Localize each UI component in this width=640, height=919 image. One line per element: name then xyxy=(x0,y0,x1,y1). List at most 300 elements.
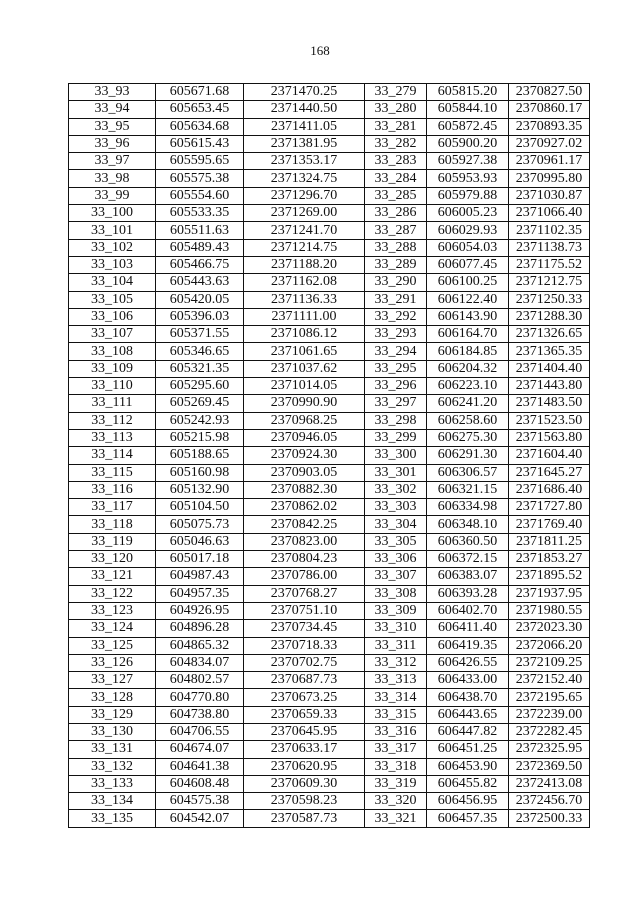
point-id-right-cell: 33_282 xyxy=(365,135,427,152)
point-id-left-cell: 33_99 xyxy=(69,187,156,204)
x-coord-left-cell: 604674.07 xyxy=(156,741,244,758)
y-coord-right-cell: 2371853.27 xyxy=(509,551,590,568)
point-id-right-cell: 33_298 xyxy=(365,412,427,429)
page-number: 168 xyxy=(310,43,330,58)
y-coord-left-cell: 2371061.65 xyxy=(244,343,365,360)
table-row xyxy=(69,308,590,325)
point-id-left-cell: 33_118 xyxy=(69,516,156,533)
y-coord-left-cell: 2370587.73 xyxy=(244,810,365,827)
y-coord-right-cell: 2371288.30 xyxy=(509,308,590,325)
point-id-right-cell: 33_301 xyxy=(365,464,427,481)
x-coord-right-cell: 606184.85 xyxy=(427,343,509,360)
x-coord-left-cell: 605653.45 xyxy=(156,101,244,118)
x-coord-right-cell: 606029.93 xyxy=(427,222,509,239)
x-coord-left-cell: 605104.50 xyxy=(156,499,244,516)
point-id-right-cell: 33_297 xyxy=(365,395,427,412)
y-coord-right-cell: 2372325.95 xyxy=(509,741,590,758)
point-id-right-cell: 33_302 xyxy=(365,481,427,498)
point-id-left-cell: 33_120 xyxy=(69,551,156,568)
x-coord-left-cell: 605242.93 xyxy=(156,412,244,429)
x-coord-right-cell: 606372.15 xyxy=(427,551,509,568)
x-coord-right-cell: 606348.10 xyxy=(427,516,509,533)
x-coord-right-cell: 606005.23 xyxy=(427,205,509,222)
table-row xyxy=(69,447,590,464)
point-id-right-cell: 33_286 xyxy=(365,205,427,222)
x-coord-right-cell: 606223.10 xyxy=(427,378,509,395)
x-coord-left-cell: 604706.55 xyxy=(156,723,244,740)
y-coord-right-cell: 2371212.75 xyxy=(509,274,590,291)
point-id-right-cell: 33_320 xyxy=(365,793,427,810)
point-id-right-cell: 33_281 xyxy=(365,118,427,135)
table-row xyxy=(69,101,590,118)
point-id-right-cell: 33_321 xyxy=(365,810,427,827)
y-coord-left-cell: 2371241.70 xyxy=(244,222,365,239)
table-row xyxy=(69,84,590,101)
y-coord-left-cell: 2370687.73 xyxy=(244,672,365,689)
point-id-right-cell: 33_304 xyxy=(365,516,427,533)
point-id-right-cell: 33_314 xyxy=(365,689,427,706)
point-id-right-cell: 33_315 xyxy=(365,706,427,723)
table-row xyxy=(69,326,590,343)
point-id-right-cell: 33_293 xyxy=(365,326,427,343)
point-id-left-cell: 33_109 xyxy=(69,360,156,377)
x-coord-left-cell: 605371.55 xyxy=(156,326,244,343)
y-coord-left-cell: 2371411.05 xyxy=(244,118,365,135)
y-coord-left-cell: 2370903.05 xyxy=(244,464,365,481)
point-id-right-cell: 33_308 xyxy=(365,585,427,602)
y-coord-left-cell: 2371037.62 xyxy=(244,360,365,377)
x-coord-left-cell: 604802.57 xyxy=(156,672,244,689)
y-coord-left-cell: 2370645.95 xyxy=(244,723,365,740)
x-coord-right-cell: 606451.25 xyxy=(427,741,509,758)
y-coord-right-cell: 2371404.40 xyxy=(509,360,590,377)
y-coord-right-cell: 2371645.27 xyxy=(509,464,590,481)
point-id-left-cell: 33_125 xyxy=(69,637,156,654)
point-id-left-cell: 33_112 xyxy=(69,412,156,429)
x-coord-right-cell: 605953.93 xyxy=(427,170,509,187)
table-row xyxy=(69,723,590,740)
table-row xyxy=(69,533,590,550)
x-coord-right-cell: 606122.40 xyxy=(427,291,509,308)
point-id-right-cell: 33_284 xyxy=(365,170,427,187)
table-row xyxy=(69,810,590,827)
y-coord-left-cell: 2371111.00 xyxy=(244,308,365,325)
coordinates-table xyxy=(68,83,590,828)
y-coord-left-cell: 2370633.17 xyxy=(244,741,365,758)
y-coord-left-cell: 2370786.00 xyxy=(244,568,365,585)
x-coord-right-cell: 606443.65 xyxy=(427,706,509,723)
x-coord-right-cell: 606258.60 xyxy=(427,412,509,429)
point-id-left-cell: 33_124 xyxy=(69,620,156,637)
x-coord-left-cell: 605160.98 xyxy=(156,464,244,481)
y-coord-right-cell: 2370961.17 xyxy=(509,153,590,170)
x-coord-right-cell: 605815.20 xyxy=(427,84,509,101)
y-coord-right-cell: 2371175.52 xyxy=(509,256,590,273)
point-id-right-cell: 33_313 xyxy=(365,672,427,689)
x-coord-right-cell: 606426.55 xyxy=(427,654,509,671)
y-coord-right-cell: 2372500.33 xyxy=(509,810,590,827)
y-coord-left-cell: 2371324.75 xyxy=(244,170,365,187)
y-coord-right-cell: 2370927.02 xyxy=(509,135,590,152)
x-coord-right-cell: 606411.40 xyxy=(427,620,509,637)
y-coord-right-cell: 2372369.50 xyxy=(509,758,590,775)
y-coord-right-cell: 2372195.65 xyxy=(509,689,590,706)
table-row xyxy=(69,568,590,585)
table-row xyxy=(69,620,590,637)
y-coord-left-cell: 2370804.23 xyxy=(244,551,365,568)
point-id-left-cell: 33_104 xyxy=(69,274,156,291)
point-id-right-cell: 33_295 xyxy=(365,360,427,377)
point-id-right-cell: 33_285 xyxy=(365,187,427,204)
y-coord-left-cell: 2370924.30 xyxy=(244,447,365,464)
point-id-left-cell: 33_121 xyxy=(69,568,156,585)
y-coord-left-cell: 2371269.00 xyxy=(244,205,365,222)
x-coord-right-cell: 605927.38 xyxy=(427,153,509,170)
y-coord-right-cell: 2372109.25 xyxy=(509,654,590,671)
y-coord-right-cell: 2371365.35 xyxy=(509,343,590,360)
point-id-right-cell: 33_300 xyxy=(365,447,427,464)
y-coord-right-cell: 2371769.40 xyxy=(509,516,590,533)
point-id-left-cell: 33_110 xyxy=(69,378,156,395)
point-id-left-cell: 33_126 xyxy=(69,654,156,671)
point-id-left-cell: 33_97 xyxy=(69,153,156,170)
x-coord-left-cell: 605269.45 xyxy=(156,395,244,412)
point-id-right-cell: 33_312 xyxy=(365,654,427,671)
point-id-right-cell: 33_283 xyxy=(365,153,427,170)
table-row xyxy=(69,758,590,775)
point-id-left-cell: 33_94 xyxy=(69,101,156,118)
point-id-left-cell: 33_101 xyxy=(69,222,156,239)
point-id-right-cell: 33_299 xyxy=(365,429,427,446)
y-coord-left-cell: 2371136.33 xyxy=(244,291,365,308)
x-coord-left-cell: 604926.95 xyxy=(156,602,244,619)
point-id-right-cell: 33_305 xyxy=(365,533,427,550)
y-coord-left-cell: 2370673.25 xyxy=(244,689,365,706)
y-coord-right-cell: 2370995.80 xyxy=(509,170,590,187)
y-coord-right-cell: 2371937.95 xyxy=(509,585,590,602)
y-coord-right-cell: 2371250.33 xyxy=(509,291,590,308)
x-coord-left-cell: 604987.43 xyxy=(156,568,244,585)
table-row xyxy=(69,464,590,481)
y-coord-right-cell: 2371563.80 xyxy=(509,429,590,446)
x-coord-right-cell: 606419.35 xyxy=(427,637,509,654)
y-coord-left-cell: 2371188.20 xyxy=(244,256,365,273)
y-coord-left-cell: 2370768.27 xyxy=(244,585,365,602)
x-coord-right-cell: 606457.35 xyxy=(427,810,509,827)
y-coord-left-cell: 2370702.75 xyxy=(244,654,365,671)
y-coord-left-cell: 2371162.08 xyxy=(244,274,365,291)
y-coord-right-cell: 2371980.55 xyxy=(509,602,590,619)
x-coord-left-cell: 605295.60 xyxy=(156,378,244,395)
x-coord-right-cell: 605979.88 xyxy=(427,187,509,204)
y-coord-left-cell: 2370620.95 xyxy=(244,758,365,775)
point-id-right-cell: 33_307 xyxy=(365,568,427,585)
point-id-left-cell: 33_102 xyxy=(69,239,156,256)
x-coord-left-cell: 605396.03 xyxy=(156,308,244,325)
x-coord-left-cell: 604641.38 xyxy=(156,758,244,775)
x-coord-right-cell: 606204.32 xyxy=(427,360,509,377)
x-coord-left-cell: 605634.68 xyxy=(156,118,244,135)
y-coord-right-cell: 2371443.80 xyxy=(509,378,590,395)
y-coord-left-cell: 2370718.33 xyxy=(244,637,365,654)
x-coord-left-cell: 605554.60 xyxy=(156,187,244,204)
y-coord-left-cell: 2371086.12 xyxy=(244,326,365,343)
y-coord-right-cell: 2372152.40 xyxy=(509,672,590,689)
y-coord-right-cell: 2370827.50 xyxy=(509,84,590,101)
table-row xyxy=(69,291,590,308)
x-coord-right-cell: 606164.70 xyxy=(427,326,509,343)
y-coord-right-cell: 2371030.87 xyxy=(509,187,590,204)
x-coord-left-cell: 604770.80 xyxy=(156,689,244,706)
y-coord-left-cell: 2371353.17 xyxy=(244,153,365,170)
table-row xyxy=(69,274,590,291)
point-id-left-cell: 33_134 xyxy=(69,793,156,810)
point-id-left-cell: 33_131 xyxy=(69,741,156,758)
x-coord-left-cell: 604738.80 xyxy=(156,706,244,723)
y-coord-right-cell: 2372456.70 xyxy=(509,793,590,810)
table-row xyxy=(69,239,590,256)
x-coord-left-cell: 605511.63 xyxy=(156,222,244,239)
point-id-left-cell: 33_108 xyxy=(69,343,156,360)
x-coord-right-cell: 606360.50 xyxy=(427,533,509,550)
x-coord-left-cell: 605420.05 xyxy=(156,291,244,308)
table-row xyxy=(69,672,590,689)
point-id-left-cell: 33_111 xyxy=(69,395,156,412)
y-coord-right-cell: 2372023.30 xyxy=(509,620,590,637)
y-coord-left-cell: 2370751.10 xyxy=(244,602,365,619)
point-id-right-cell: 33_319 xyxy=(365,775,427,792)
y-coord-left-cell: 2371014.05 xyxy=(244,378,365,395)
x-coord-right-cell: 606143.90 xyxy=(427,308,509,325)
point-id-left-cell: 33_129 xyxy=(69,706,156,723)
x-coord-left-cell: 604542.07 xyxy=(156,810,244,827)
point-id-left-cell: 33_107 xyxy=(69,326,156,343)
x-coord-left-cell: 605346.65 xyxy=(156,343,244,360)
table-row xyxy=(69,706,590,723)
x-coord-right-cell: 606383.07 xyxy=(427,568,509,585)
x-coord-left-cell: 605075.73 xyxy=(156,516,244,533)
table-row xyxy=(69,793,590,810)
point-id-right-cell: 33_306 xyxy=(365,551,427,568)
table-row xyxy=(69,170,590,187)
x-coord-left-cell: 605188.65 xyxy=(156,447,244,464)
point-id-right-cell: 33_309 xyxy=(365,602,427,619)
point-id-left-cell: 33_100 xyxy=(69,205,156,222)
point-id-left-cell: 33_123 xyxy=(69,602,156,619)
table-row xyxy=(69,343,590,360)
point-id-left-cell: 33_116 xyxy=(69,481,156,498)
x-coord-right-cell: 606321.15 xyxy=(427,481,509,498)
table-row xyxy=(69,412,590,429)
point-id-right-cell: 33_292 xyxy=(365,308,427,325)
point-id-left-cell: 33_132 xyxy=(69,758,156,775)
x-coord-right-cell: 606456.95 xyxy=(427,793,509,810)
x-coord-right-cell: 606077.45 xyxy=(427,256,509,273)
point-id-right-cell: 33_316 xyxy=(365,723,427,740)
x-coord-right-cell: 606291.30 xyxy=(427,447,509,464)
x-coord-right-cell: 606306.57 xyxy=(427,464,509,481)
point-id-left-cell: 33_135 xyxy=(69,810,156,827)
x-coord-right-cell: 605872.45 xyxy=(427,118,509,135)
point-id-left-cell: 33_114 xyxy=(69,447,156,464)
table-row xyxy=(69,395,590,412)
x-coord-right-cell: 606453.90 xyxy=(427,758,509,775)
point-id-left-cell: 33_98 xyxy=(69,170,156,187)
y-coord-right-cell: 2372282.45 xyxy=(509,723,590,740)
point-id-right-cell: 33_294 xyxy=(365,343,427,360)
point-id-left-cell: 33_128 xyxy=(69,689,156,706)
point-id-right-cell: 33_289 xyxy=(365,256,427,273)
x-coord-left-cell: 605533.35 xyxy=(156,205,244,222)
y-coord-right-cell: 2371895.52 xyxy=(509,568,590,585)
point-id-right-cell: 33_303 xyxy=(365,499,427,516)
table-row xyxy=(69,689,590,706)
table-row xyxy=(69,741,590,758)
x-coord-left-cell: 604608.48 xyxy=(156,775,244,792)
y-coord-right-cell: 2371604.40 xyxy=(509,447,590,464)
table-row xyxy=(69,187,590,204)
y-coord-right-cell: 2372066.20 xyxy=(509,637,590,654)
table-row xyxy=(69,775,590,792)
table-row xyxy=(69,516,590,533)
table-row xyxy=(69,378,590,395)
point-id-right-cell: 33_287 xyxy=(365,222,427,239)
x-coord-right-cell: 606433.00 xyxy=(427,672,509,689)
point-id-left-cell: 33_95 xyxy=(69,118,156,135)
y-coord-left-cell: 2371470.25 xyxy=(244,84,365,101)
y-coord-left-cell: 2371440.50 xyxy=(244,101,365,118)
point-id-left-cell: 33_130 xyxy=(69,723,156,740)
x-coord-right-cell: 606241.20 xyxy=(427,395,509,412)
point-id-right-cell: 33_290 xyxy=(365,274,427,291)
point-id-left-cell: 33_105 xyxy=(69,291,156,308)
x-coord-left-cell: 605321.35 xyxy=(156,360,244,377)
x-coord-right-cell: 606100.25 xyxy=(427,274,509,291)
x-coord-left-cell: 604896.28 xyxy=(156,620,244,637)
y-coord-right-cell: 2371066.40 xyxy=(509,205,590,222)
point-id-right-cell: 33_279 xyxy=(365,84,427,101)
y-coord-right-cell: 2371483.50 xyxy=(509,395,590,412)
table-row xyxy=(69,637,590,654)
y-coord-left-cell: 2370734.45 xyxy=(244,620,365,637)
x-coord-left-cell: 605132.90 xyxy=(156,481,244,498)
y-coord-right-cell: 2371727.80 xyxy=(509,499,590,516)
y-coord-right-cell: 2371811.25 xyxy=(509,533,590,550)
x-coord-left-cell: 604865.32 xyxy=(156,637,244,654)
x-coord-right-cell: 605900.20 xyxy=(427,135,509,152)
point-id-left-cell: 33_122 xyxy=(69,585,156,602)
y-coord-left-cell: 2370659.33 xyxy=(244,706,365,723)
y-coord-right-cell: 2371138.73 xyxy=(509,239,590,256)
y-coord-right-cell: 2370893.35 xyxy=(509,118,590,135)
x-coord-left-cell: 605466.75 xyxy=(156,256,244,273)
point-id-left-cell: 33_119 xyxy=(69,533,156,550)
y-coord-left-cell: 2370842.25 xyxy=(244,516,365,533)
y-coord-right-cell: 2370860.17 xyxy=(509,101,590,118)
table-row xyxy=(69,153,590,170)
point-id-left-cell: 33_115 xyxy=(69,464,156,481)
y-coord-left-cell: 2370609.30 xyxy=(244,775,365,792)
y-coord-left-cell: 2370823.00 xyxy=(244,533,365,550)
coordinates-table-body xyxy=(69,84,590,828)
point-id-right-cell: 33_280 xyxy=(365,101,427,118)
x-coord-left-cell: 605595.65 xyxy=(156,153,244,170)
x-coord-right-cell: 606054.03 xyxy=(427,239,509,256)
table-row xyxy=(69,429,590,446)
x-coord-right-cell: 606393.28 xyxy=(427,585,509,602)
x-coord-left-cell: 605575.38 xyxy=(156,170,244,187)
y-coord-right-cell: 2371102.35 xyxy=(509,222,590,239)
y-coord-left-cell: 2370990.90 xyxy=(244,395,365,412)
y-coord-right-cell: 2372239.00 xyxy=(509,706,590,723)
y-coord-right-cell: 2371686.40 xyxy=(509,481,590,498)
table-row xyxy=(69,360,590,377)
point-id-left-cell: 33_127 xyxy=(69,672,156,689)
x-coord-right-cell: 605844.10 xyxy=(427,101,509,118)
point-id-right-cell: 33_311 xyxy=(365,637,427,654)
table-row xyxy=(69,654,590,671)
x-coord-left-cell: 604957.35 xyxy=(156,585,244,602)
point-id-left-cell: 33_103 xyxy=(69,256,156,273)
y-coord-left-cell: 2370882.30 xyxy=(244,481,365,498)
point-id-left-cell: 33_106 xyxy=(69,308,156,325)
x-coord-left-cell: 604834.07 xyxy=(156,654,244,671)
point-id-right-cell: 33_291 xyxy=(365,291,427,308)
y-coord-right-cell: 2371326.65 xyxy=(509,326,590,343)
y-coord-left-cell: 2371296.70 xyxy=(244,187,365,204)
x-coord-left-cell: 605615.43 xyxy=(156,135,244,152)
x-coord-right-cell: 606275.30 xyxy=(427,429,509,446)
point-id-left-cell: 33_93 xyxy=(69,84,156,101)
x-coord-left-cell: 605671.68 xyxy=(156,84,244,101)
y-coord-left-cell: 2371214.75 xyxy=(244,239,365,256)
x-coord-left-cell: 605489.43 xyxy=(156,239,244,256)
table-row xyxy=(69,256,590,273)
point-id-left-cell: 33_113 xyxy=(69,429,156,446)
x-coord-left-cell: 605017.18 xyxy=(156,551,244,568)
x-coord-left-cell: 605443.63 xyxy=(156,274,244,291)
x-coord-left-cell: 605046.63 xyxy=(156,533,244,550)
x-coord-left-cell: 604575.38 xyxy=(156,793,244,810)
y-coord-left-cell: 2370862.02 xyxy=(244,499,365,516)
table-row xyxy=(69,481,590,498)
point-id-right-cell: 33_318 xyxy=(365,758,427,775)
x-coord-right-cell: 606334.98 xyxy=(427,499,509,516)
y-coord-left-cell: 2370946.05 xyxy=(244,429,365,446)
point-id-right-cell: 33_310 xyxy=(365,620,427,637)
table-row xyxy=(69,135,590,152)
x-coord-right-cell: 606402.70 xyxy=(427,602,509,619)
x-coord-right-cell: 606438.70 xyxy=(427,689,509,706)
point-id-right-cell: 33_288 xyxy=(365,239,427,256)
y-coord-left-cell: 2370968.25 xyxy=(244,412,365,429)
y-coord-left-cell: 2370598.23 xyxy=(244,793,365,810)
table-row xyxy=(69,585,590,602)
table-row xyxy=(69,602,590,619)
y-coord-left-cell: 2371381.95 xyxy=(244,135,365,152)
x-coord-left-cell: 605215.98 xyxy=(156,429,244,446)
point-id-left-cell: 33_96 xyxy=(69,135,156,152)
point-id-right-cell: 33_296 xyxy=(365,378,427,395)
table-row xyxy=(69,205,590,222)
x-coord-right-cell: 606447.82 xyxy=(427,723,509,740)
table-row xyxy=(69,551,590,568)
point-id-left-cell: 33_117 xyxy=(69,499,156,516)
y-coord-right-cell: 2371523.50 xyxy=(509,412,590,429)
point-id-right-cell: 33_317 xyxy=(365,741,427,758)
table-row xyxy=(69,499,590,516)
point-id-left-cell: 33_133 xyxy=(69,775,156,792)
